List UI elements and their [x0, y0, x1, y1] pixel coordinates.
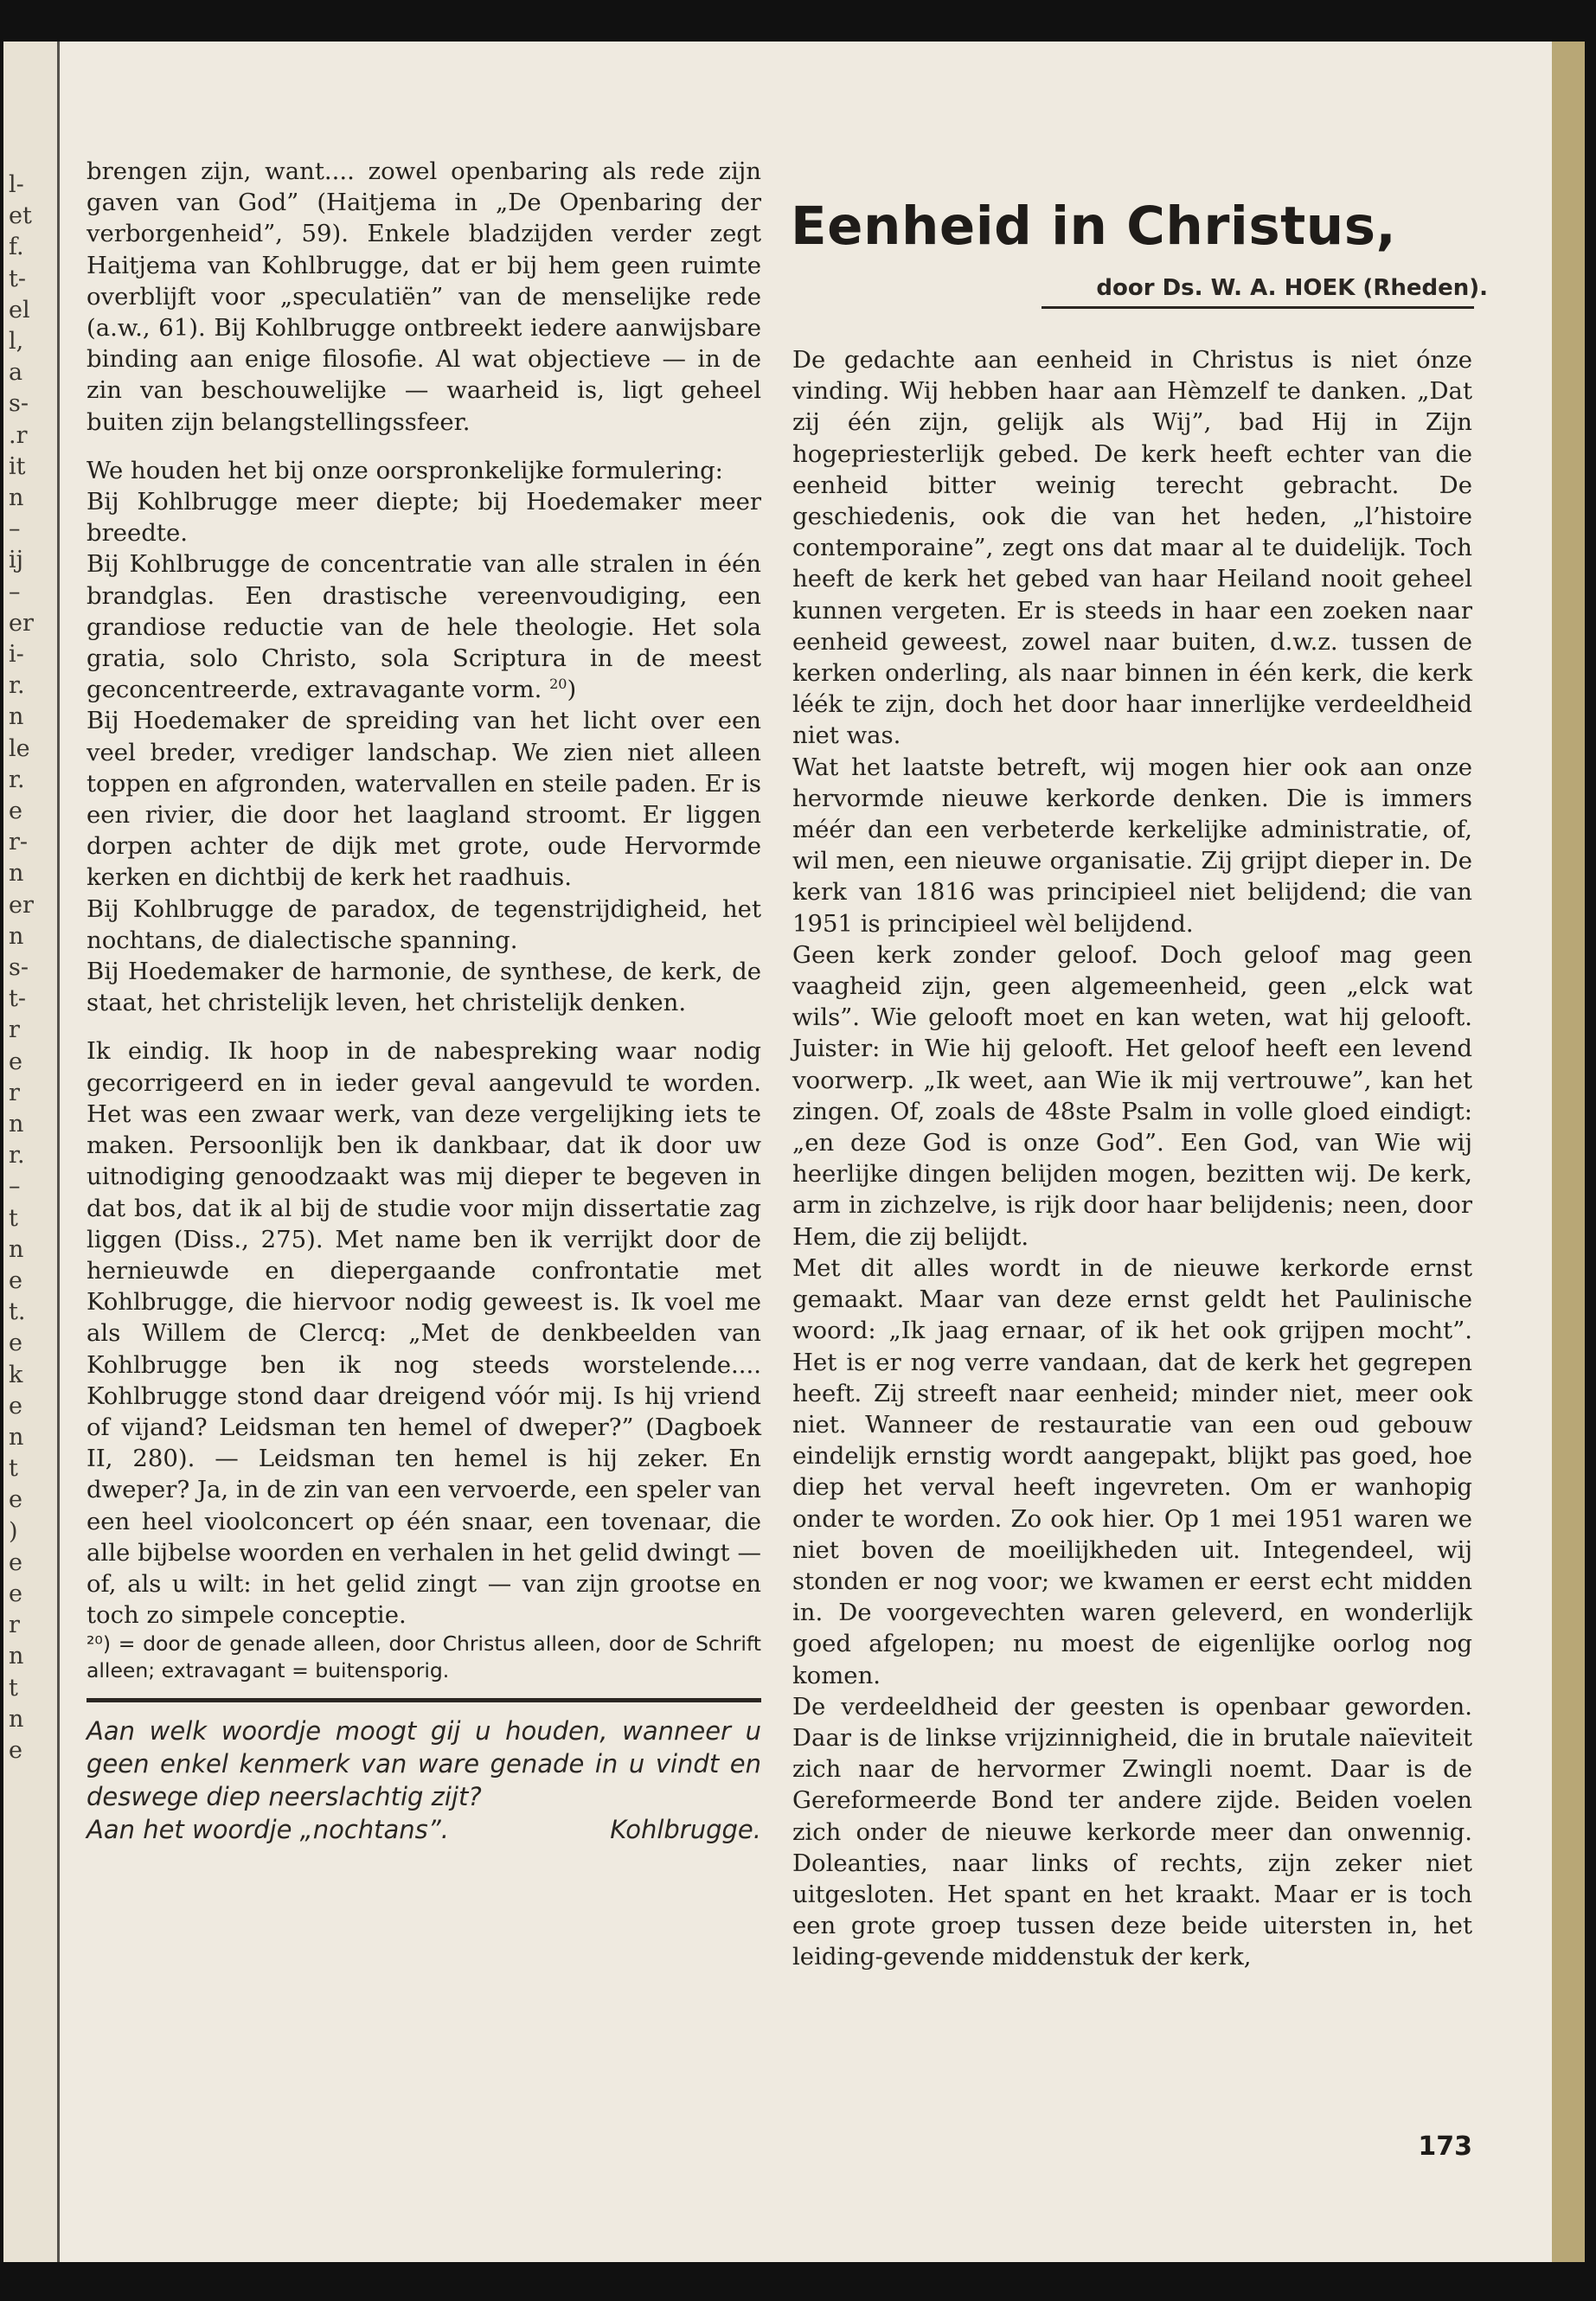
- paragraph: Bij Kohlbrugge de paradox, de tegenstrijdigheid, het nochtans, de dialectische spanning.: [87, 894, 761, 954]
- prev-page-fragment: le: [9, 734, 30, 762]
- prev-page-fragment: r.: [9, 1142, 25, 1170]
- prev-page-fragment: r: [9, 1016, 20, 1044]
- prev-page-fragment: n: [9, 1643, 24, 1670]
- paragraph: Bij Kohlbrugge meer diepte; bij Hoedemaker meer breedte.: [87, 488, 761, 548]
- prev-page-fragment: n: [9, 1235, 24, 1263]
- quote-block: [87, 1715, 761, 1846]
- prev-page-fragment: t-: [9, 985, 26, 1013]
- prev-page-fragment: e: [9, 1580, 22, 1607]
- paragraph: De gedachte aan eenheid in Christus is niet ónze vinding. Wij hebben haar aan Hèmzelf te danken. „Dat zij één zijn, gelijk als Wij”, bad Hij in Zijn hogepriesterlijk gebed. De kerk heeft echter van die eenheid bitter weinig terecht gebracht. De geschiedenis, ook die van het heden, „l’histoire contemporaine”, zegt ons dat maar al te duidelijk. Toch heeft de kerk het gebed van haar Heiland nooit geheel kunnen vergeten. Er is steeds in haar een zoeken naar eenheid geweest, zowel naar buiten, d.w.z. tussen de kerken onderling, als naar binnen in één kerk, die kerk léék te zijn, doch het door haar innerlijke verdeeldheid niet was.: [792, 346, 1472, 750]
- paragraph: Bij Hoedemaker de spreiding van het licht over een veel breder, vrediger landschap. We zien niet alleen toppen en afgronden, watervallen en steile paden. Er is een rivier, die door het laagland stroomt. Er liggen dorpen achter de dijk met grote, oude Hervormde kerken en dichtbij de kerk het raadhuis.: [87, 707, 761, 892]
- prev-page-fragment: ij: [9, 547, 24, 574]
- prev-page-fragment: –: [9, 578, 21, 606]
- quote-author: Kohlbrugge.: [610, 1815, 761, 1845]
- prev-page-fragment: r: [9, 1612, 20, 1639]
- footnote: ²⁰) = door de genade alleen, door Christus alleen, door de Schrift alleen; extravagant = buitensporig.: [87, 1631, 761, 1683]
- prev-page-fragment: e: [9, 1048, 22, 1075]
- prev-page-fragment: et: [9, 202, 32, 230]
- paragraph: Bij Kohlbrugge de concentratie van alle stralen in één brandglas. Een drastische vereenvoudiging, een grandiose reductie van de hele theologie. Het sola gratia, solo Christo, sola Scriptura in de meest geconcentreerde, extravagante vorm. $^{20}$): [87, 550, 761, 704]
- prev-page-fragment: f.: [9, 234, 24, 261]
- prev-page-fragment: n: [9, 1424, 24, 1451]
- left-column: [87, 156, 761, 1846]
- prev-page-fragment: t.: [9, 1298, 26, 1326]
- article-title: Eenheid in Christus,: [791, 195, 1397, 257]
- prev-page-fragment: el: [9, 296, 30, 324]
- prev-page-fragment: e: [9, 1330, 22, 1357]
- prev-page-fragment: l,: [9, 328, 24, 355]
- prev-page-fragment: n: [9, 1705, 24, 1733]
- paragraph: Geen kerk zonder geloof. Doch geloof mag geen vaagheid zijn, geen algemeenheid, geen „elck wat wils”. Wie gelooft moet en kan weten, wat hij gelooft. Juister: in Wie hij gelooft. Het geloof heeft een levend voorwerp. „Ik weet, aan Wie ik mij vertrouwe”, kan het zingen. Of, zoals de 48ste Psalm in volle gloed eindigt: „en deze God is onze God”. Een God, van Wie wij heerlijke dingen belijden mogen, bezitten wij. De kerk, arm in zichzelve, is rijk door haar belijdenis; neen, door Hem, die zij belijdt.: [792, 940, 1472, 1251]
- divider: [87, 1698, 761, 1702]
- prev-page-fragment: t: [9, 1455, 18, 1483]
- prev-page-fragment: e: [9, 1737, 22, 1764]
- prev-page-fragment: –: [9, 1173, 21, 1201]
- prev-page-fragment: e: [9, 1392, 22, 1420]
- paragraph: Bij Hoedemaker de harmonie, de synthese, de kerk, de staat, het christelijk leven, het christelijk denken.: [87, 958, 761, 1017]
- prev-page-fragment: k: [9, 1361, 23, 1388]
- prev-page-fragment: it: [9, 452, 26, 480]
- prev-page-fragment: a: [9, 359, 23, 387]
- paragraph: Met dit alles wordt in de nieuwe kerkorde ernst gemaakt. Maar van deze ernst geldt het Paulinische woord: „Ik jaag ernaar, of ik het ook grijpen mocht”. Het is er nog verre vandaan, dat de kerk het gegrepen heeft. Zij streeft naar eenheid; minder niet, meer ook niet. Wanneer de restauratie van een oud gebouw eindelijk ernstig wordt aangepakt, blijkt pas goed, hoe diep het verval heeft ingevreten. Om er wanhopig onder te worden. Zo ook hier. Op 1 mei 1951 waren we niet boven de moeilijkheden uit. Integendeel, wij stonden er nog voor; we kwamen er eerst echt midden in. De voorgevechten waren geleverd, en wonderlijk goed afgelopen; nu moest de eigenlijke oorlog nog komen.: [792, 1253, 1472, 1689]
- prev-page-fragment: n: [9, 703, 24, 731]
- prev-page-fragment: l-: [9, 171, 24, 198]
- prev-page-fragment: r: [9, 1079, 20, 1106]
- prev-page-fragment: t-: [9, 265, 26, 292]
- prev-page-fragment: r.: [9, 672, 25, 700]
- quote-answer-text: Aan het woordje „nochtans”.: [87, 1815, 450, 1845]
- magazine-page: [3, 42, 1585, 2262]
- right-column: [792, 344, 1472, 1973]
- prev-page-fragment: n: [9, 484, 24, 511]
- paragraph-text: Bij Kohlbrugge de concentratie van alle stralen in één brandglas. Een drastische vereenvoudiging, een grandiose reductie van de hele theologie. Het sola gratia, solo Christo, sola Scriptura in de meest geconcentreerde, extravagante vorm.: [87, 550, 761, 704]
- footnote-marker: 20: [549, 676, 567, 693]
- quote-text: Aan welk woordje moogt gij u houden, wanneer u geen enkel kenmerk van ware genade in u vindt en deswege diep neerslachtig zijt?: [87, 1716, 761, 1812]
- page-edge: [1552, 42, 1585, 2262]
- paragraph: De verdeeldheid der geesten is openbaar geworden. Daar is de linkse vrijzinnigheid, die in brutale naïeviteit zich naar de hervormer Zwingli noemt. Daar is de Gereformeerde Bond ter andere zijde. Beiden voelen zich onder de nieuwe kerkorde meer dan onwennig. Doleanties, naar links of rechts, zijn zeker niet uitgesloten. Het spant en het kraakt. Maar er is toch een grote groep tussen deze beide uitersten in, het leiding-gevende middenstuk der kerk,: [792, 1692, 1472, 1971]
- prev-page-fragment: e: [9, 1486, 22, 1514]
- prev-page-fragment: s-: [9, 954, 29, 981]
- prev-page-fragment: .r: [9, 421, 28, 449]
- article-byline: door Ds. W. A. HOEK (Rheden).: [1096, 275, 1488, 301]
- page-number: 173: [1418, 2131, 1472, 2162]
- paragraph: Ik eindig. Ik hoop in de nabespreking waar nodig gecorrigeerd en in ieder geval aangevuld te worden. Het was een zwaar werk, van deze vergelijking iets te maken. Persoonlijk ben ik dankbaar, dat ik door uw uitnodiging genoodzaakt was mij dieper te begeven in dat bos, dat ik al bij de studie voor mijn dissertatie zag liggen (Diss., 275). Met name ben ik verrijkt door de hernieuwde en diepergaande confrontatie met Kohlbrugge, die hiervoor nodig geweest is. Ik voel me als Willem de Clercq: „Met de denkbeelden van Kohlbrugge ben ik nog steeds worstelende.... Kohlbrugge stond daar dreigend vóór mij. Is hij vriend of vijand? Leidsman ten hemel of dweper?” (Dagboek II, 280). — Leidsman ten hemel is hij zeker. En dweper? Ja, in de zin van een vervoerde, een speler van een heel vioolconcert op één snaar, een tovenaar, die alle bijbelse woorden en verhalen in het gelid dwingt — of, als u wilt: in het gelid zingt — van zijn grootse en toch zo simpele conceptie.: [87, 1037, 761, 1630]
- prev-page-fragment: e: [9, 798, 22, 824]
- prev-page-fragment: er: [9, 609, 34, 637]
- prev-page-fragment: n: [9, 860, 24, 888]
- paragraph: Wat het laatste betreft, wij mogen hier ook aan onze hervormde nieuwe kerkorde denken. Die is immers méér dan een verbeterde kerkelijke administratie, of, wil men, een nieuwe organisatie. Zij grijpt dieper in. De kerk van 1816 was principieel niet belijdend; die van 1951 is principieel wèl belijdend.: [792, 753, 1472, 938]
- prev-page-fragment: e: [9, 1267, 22, 1294]
- prev-page-fragment: –: [9, 516, 21, 543]
- prev-page-fragment: t: [9, 1674, 18, 1702]
- prev-page-fragment: er: [9, 891, 34, 919]
- prev-page-fragment: s-: [9, 390, 29, 418]
- prev-page-fragment: t: [9, 1204, 18, 1232]
- prev-page-fragment: n: [9, 922, 24, 950]
- prev-page-fragment: ): [9, 1517, 18, 1545]
- prev-page-fragment: r.: [9, 766, 25, 793]
- quote-answer: [87, 1813, 761, 1846]
- previous-page-strip: [3, 42, 60, 2262]
- paragraph: We houden het bij onze oorspronkelijke formulering:: [87, 456, 723, 484]
- prev-page-fragment: i-: [9, 641, 24, 668]
- paragraph: brengen zijn, want.... zowel openbaring als rede zijn gaven van God” (Haitjema in „De Openbaring der verborgenheid”, 59). Enkele bladzijden verder zegt Haitjema van Kohlbrugge, dat er bij hem geen ruimte overblijft voor „speculatiën” van de menselijke rede (a.w., 61). Bij Kohlbrugge ontbreekt iedere aanwijsbare binding aan enige filosofie. Al wat objectieve — in de zin van beschouwelijke — waarheid is, ligt geheel buiten zijn belangstellingssfeer.: [87, 157, 761, 436]
- prev-page-fragment: e: [9, 1548, 22, 1576]
- title-divider: [1042, 306, 1474, 309]
- prev-page-fragment: r-: [9, 829, 29, 856]
- prev-page-fragment: n: [9, 1111, 24, 1138]
